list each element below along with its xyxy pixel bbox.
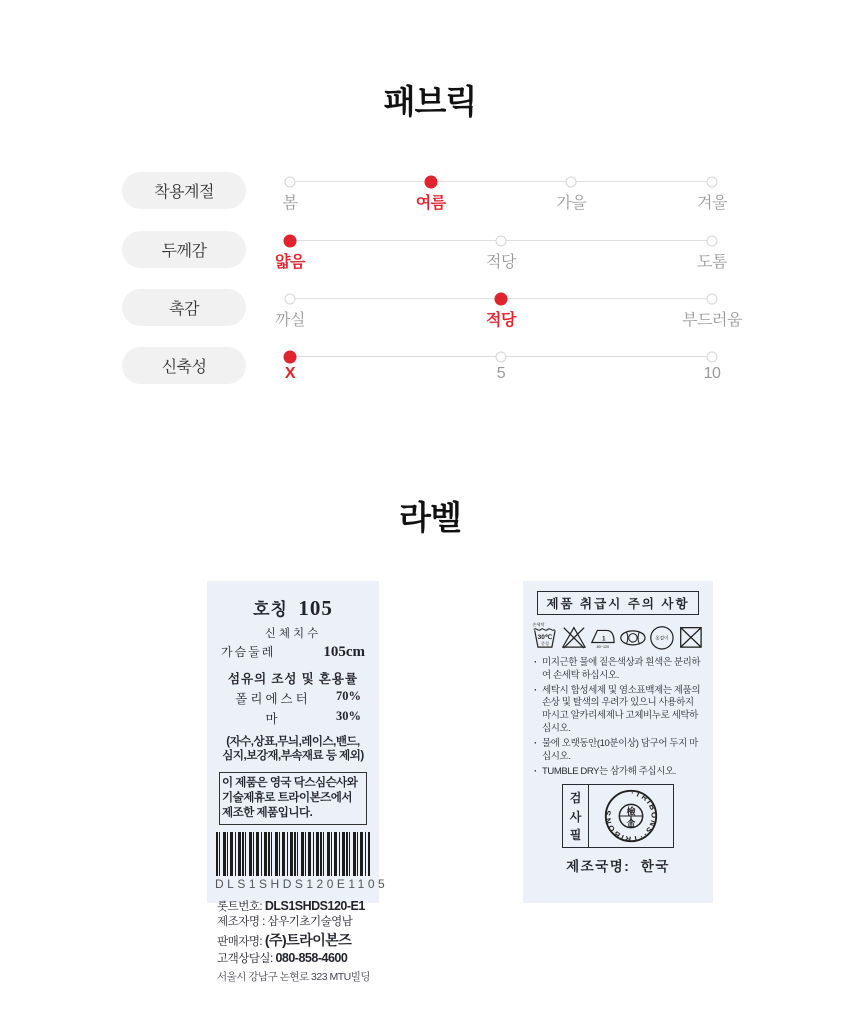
fabric-row-label-thickness: 두께감 [122,231,246,268]
season-scale [282,181,727,212]
hand-wash-30c-icon [531,621,559,651]
svg-text:손세탁: 손세탁 [532,621,545,627]
precaution-list [531,657,705,778]
seller-label: 판매자명: [217,935,263,948]
svg-text:·TRIBONS··TRIBONS: ·TRIBONS··TRIBONS [603,788,659,845]
svg-text:80~120: 80~120 [596,645,609,650]
scale-dot [707,351,718,362]
material-pct: 70% [336,689,361,703]
inspection-box [562,784,674,848]
lot-number-row [217,898,371,916]
material-name: 마 [265,712,281,726]
scale-option: 10 [703,365,721,382]
size-row [215,595,371,621]
scale-line [290,181,712,182]
size-composition-label [207,581,389,983]
inspection-char: 사 [569,809,582,824]
address: 서울시 강남구 논현로 323 MTU빌딩 [217,970,371,983]
manufacturer-label: 제조자명 : [217,916,265,929]
origin-label: 제조국명: [566,859,631,875]
scale-dot [285,176,296,187]
scale-option: 겨울 [697,195,727,212]
scale-dot [707,176,718,187]
scale-dot [285,293,296,304]
country-of-origin [531,855,705,875]
svg-text:옷걸이: 옷걸이 [655,635,669,641]
thickness-scale [275,240,727,271]
manufacturer-value: 삼우기초기술영남 [267,916,353,929]
manufacturer-row [217,915,371,931]
manufacturer-info [215,898,371,968]
texture-scale [275,298,742,329]
body-size-title: 신체치수 [264,628,322,640]
fabric-row-texture [0,289,860,333]
composition-title: 섬유의 조성 및 혼용률 [227,672,359,686]
lot-number-value: DLS1SHDS120-E1 [264,898,365,913]
scale-dot [566,176,577,187]
scale-option-selected: 여름 [415,195,446,212]
no-bleach-icon [560,621,588,651]
scale-option-selected: 적당 [486,312,516,329]
svg-text:檢: 檢 [626,806,636,817]
chest-row [215,643,371,661]
iron-low-icon [589,621,617,651]
svg-text:合: 合 [626,818,636,829]
inspection-stamp-cell [589,785,673,847]
size-label: 호칭 [253,600,288,619]
chest-value: 105cm [323,644,365,660]
scale-option: 부드러움 [682,312,742,329]
care-symbols-row [531,621,705,651]
scale-dot [496,351,507,362]
license-note-box: 이 제품은 영국 닥스심슨사와 기술제휴로 트라이본즈에서 제조한 제품입니다. [219,772,367,825]
scale-dot [707,235,718,246]
precaution-item: · TUMBLE DRY는 삼가해 주십시오. [533,766,703,779]
size-value: 105 [298,596,333,620]
material-row [215,709,371,727]
hang-dry-icon [648,621,676,651]
precaution-item: · 미지근한 물에 짙은색상과 흰색은 분리하여 손세탁 하십시오. [533,657,703,683]
barcode [216,832,370,876]
barcode-text: DLS1SHDS120E1105 [215,876,389,891]
customer-service-value: 080-858-4600 [275,951,348,966]
no-wring-icon [618,621,648,651]
scale-option: 까실 [275,312,305,329]
scale-dot-selected [424,175,437,188]
chest-label: 가슴둘레 [221,645,276,659]
scale-option-selected: 얇음 [275,254,305,271]
inspection-char: 필 [569,828,582,843]
no-dryclean-icon [677,621,705,651]
scale-dot-selected [284,350,297,363]
customer-service-row [217,950,371,968]
stretch-scale [284,356,721,382]
exclusion-line: 심지,보강재,부속재료 등 제외) [222,750,364,763]
label-section-title: 라벨 [399,499,461,536]
fabric-row-label-season: 착용계절 [122,172,246,209]
exclusion-note [215,735,371,764]
lot-number-label: 롯트번호: [217,900,263,913]
svg-text:30℃: 30℃ [537,633,553,641]
origin-value: 한국 [640,859,670,875]
material-row [215,689,371,707]
scale-option: 봄 [282,195,298,212]
scale-dot [707,293,718,304]
scale-option: 도톰 [697,254,727,271]
scale-option: 5 [496,365,506,382]
precaution-item: · 물에 오랫동안(10분이상) 담구어 두지 마십시오. [533,738,703,764]
scale-option-selected: X [284,365,296,382]
seller-row [217,931,371,951]
care-title-box: 제품 취급시 주의 사항 [537,591,699,615]
material-name: 폴리에스터 [235,692,311,706]
fabric-row-label-texture: 촉감 [122,289,246,326]
scale-dot-selected [495,292,508,305]
svg-text:중성: 중성 [540,640,549,646]
svg-text:1: 1 [601,636,606,643]
fabric-row-season [0,172,860,216]
material-pct: 30% [336,709,361,723]
scale-option: 가을 [556,195,587,212]
inspection-char: 검 [569,791,582,806]
precaution-item: · 세탁시 합성세제 및 염소표백제는 제품의 손상 및 탈색의 우려가 있으니 사용하지 마시고 알카리세제나 고체비누로 세탁하십시오. [533,685,703,736]
fabric-row-stretch [0,347,860,391]
scale-dot [496,235,507,246]
customer-service-label: 고객상담실: [217,953,273,966]
seller-value: (주)트라이본즈 [264,931,352,948]
care-instructions-label [523,581,713,903]
inspection-passed-text [563,785,589,847]
exclusion-line: (자수,상표,무늬,레이스,밴드, [226,736,360,748]
fabric-row-thickness [0,231,860,275]
fabric-section-title: 패브릭 [383,83,477,120]
scale-option: 적당 [486,254,516,271]
scale-dot-selected [284,234,297,247]
fabric-row-label-stretch: 신축성 [122,347,246,384]
tribons-stamp-icon [603,788,659,844]
